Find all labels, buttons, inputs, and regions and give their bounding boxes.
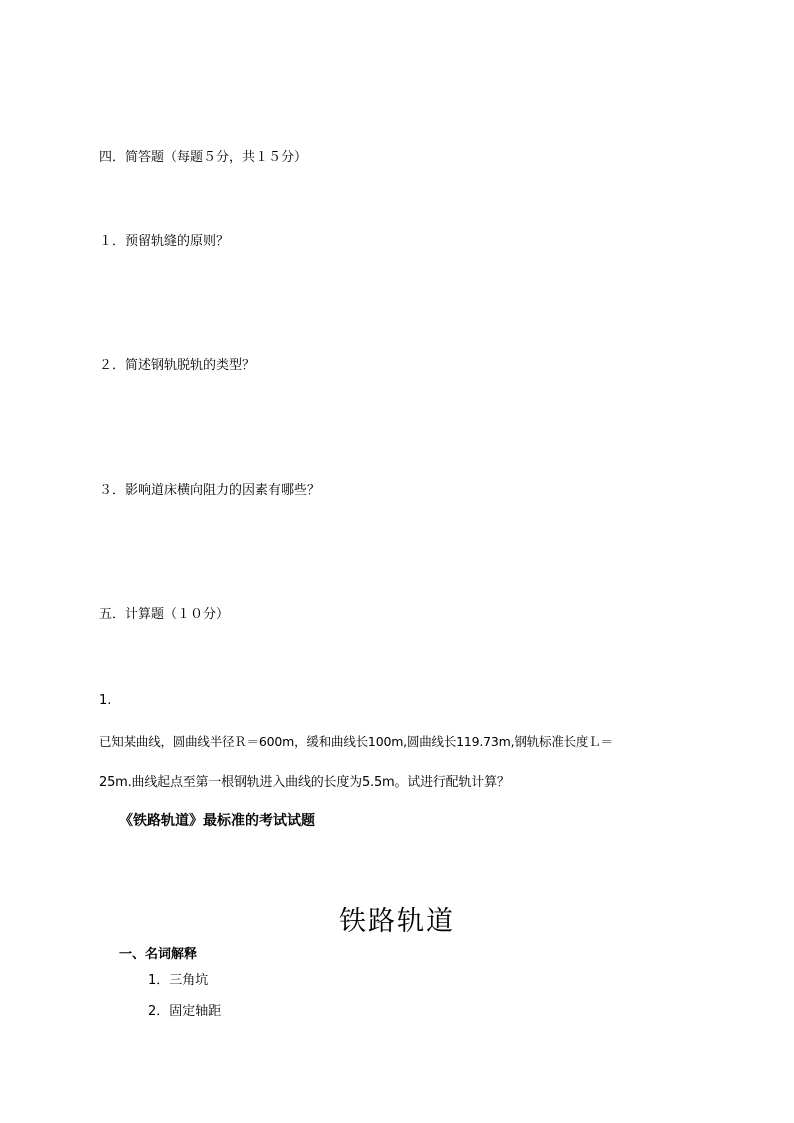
part1-heading: 一、名词解释 — [119, 947, 198, 962]
section4-heading: 四．简答题（每题５分，共１５分） — [99, 150, 308, 165]
question-3: ３．影响道床横向阻力的因素有哪些？ — [99, 483, 321, 498]
term-item-2: 2．固定轴距 — [148, 1004, 222, 1019]
calc-question-text-line2: 25m.曲线起点至第一根钢轨进入曲线的长度为5.5m。试进行配轨计算？ — [99, 775, 510, 790]
calc-question-text-line1: 已知某曲线，圆曲线半径Ｒ＝600m，缓和曲线长100m,圆曲线长119.73m,钢轨标准长度Ｌ＝ — [99, 734, 613, 749]
question-2: ２．简述钢轨脱轨的类型？ — [99, 358, 256, 373]
question-1: １．预留轨缝的原则？ — [99, 234, 230, 249]
section5-heading: 五．计算题（１０分） — [99, 607, 230, 622]
calc-question-number: 1. — [99, 693, 112, 708]
term-item-1: 1．三角坑 — [148, 973, 209, 988]
exam-title: 《铁路轨道》最标准的考试试题 — [119, 813, 315, 829]
doc-title: 铁路轨道 — [339, 906, 455, 937]
